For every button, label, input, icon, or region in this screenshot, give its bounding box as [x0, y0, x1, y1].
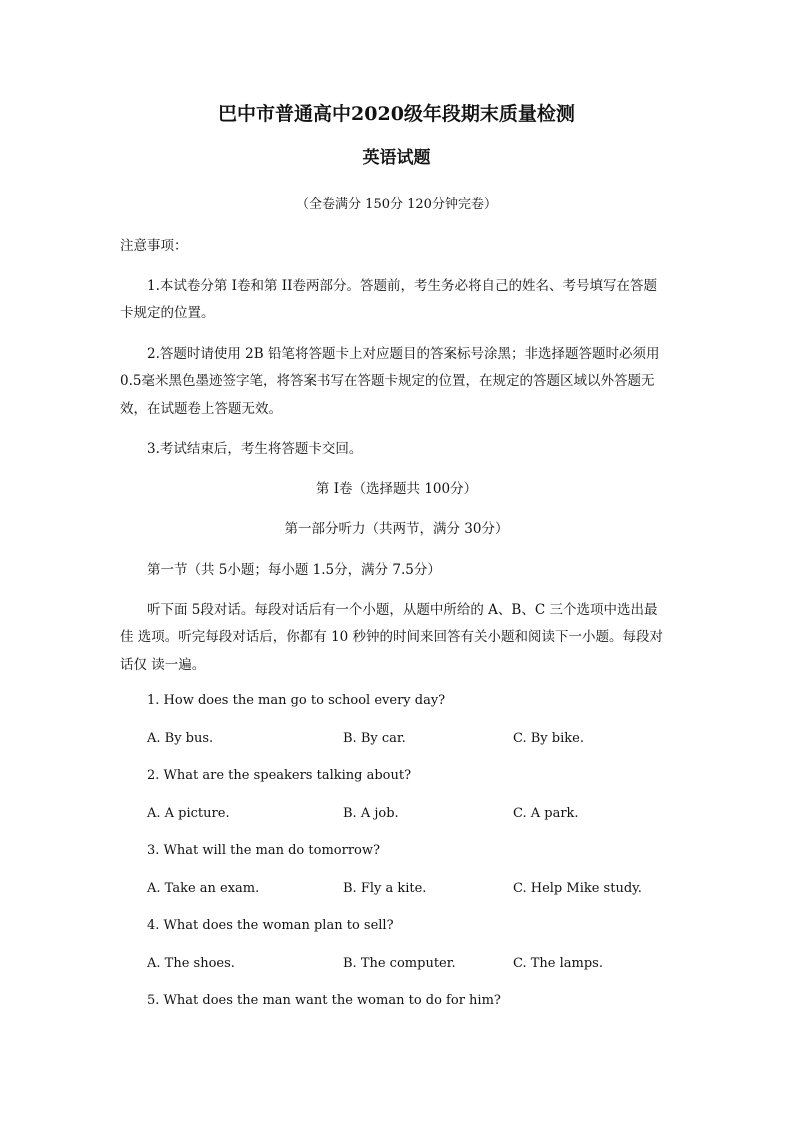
note-2-line-2: 0.5毫米黑色墨迹签字笔，将答案书写在答题卡规定的位置，在规定的答题区域以外答题无	[120, 373, 655, 389]
subject-title: 英语试题	[362, 148, 431, 168]
page-title: 巴中市普通高中2020级年段期末质量检测	[218, 103, 575, 125]
question-5-stem: 5. What does the man want the woman to do for him?	[147, 993, 501, 1008]
question-3-option-b: B. Fly a kite.	[343, 881, 427, 896]
question-2-option-b: B. A job.	[343, 806, 399, 821]
question-2-option-c: C. A park.	[513, 806, 579, 821]
note-3: 3.考试结束后，考生将答题卡交回。	[147, 441, 363, 457]
question-4-option-c: C. The lamps.	[513, 956, 603, 971]
notes-heading: 注意事项：	[120, 238, 188, 254]
question-3-option-a: A. Take an exam.	[147, 881, 260, 896]
volume-1-heading: 第 I卷（选择题共 100分）	[315, 481, 478, 497]
question-4-option-b: B. The computer.	[343, 956, 456, 971]
question-1-option-c: C. By bike.	[513, 731, 584, 746]
instructions-line-1: 听下面 5段对话。每段对话后有一个小题，从题中所给的 A、B、C 三个选项中选出最	[147, 602, 658, 618]
question-4-option-a: A. The shoes.	[147, 956, 235, 971]
question-3-stem: 3. What will the man do tomorrow?	[147, 843, 380, 858]
note-1-line-2: 卡规定的位置。	[120, 305, 215, 321]
question-3-option-c: C. Help Mike study.	[513, 881, 642, 896]
question-2-option-a: A. A picture.	[147, 806, 230, 821]
note-2-line-3: 效，在试题卷上答题无效。	[120, 401, 282, 417]
question-1-option-a: A. By bus.	[147, 731, 214, 746]
section-1-heading: 第一节（共 5小题；每小题 1.5分，满分 7.5分）	[147, 562, 441, 578]
instructions-line-2: 佳 选项。听完每段对话后，你都有 10 秒钟的时间来回答有关小题和阅读下一小题。每段对	[120, 629, 664, 645]
question-1-option-b: B. By car.	[343, 731, 406, 746]
note-2-line-1: 2.答题时请使用 2B 铅笔将答题卡上对应题目的答案标号涂黑；非选择题答题时必须用	[147, 346, 660, 362]
part-1-heading: 第一部分听力（共两节，满分 30分）	[284, 521, 509, 537]
score-note: （全卷满分 150分 120分钟完卷）	[296, 197, 497, 212]
note-1-line-1: 1.本试卷分第 I卷和第 II卷两部分。答题前，考生务必将自己的姓名、考号填写在答题	[147, 278, 657, 294]
question-1-stem: 1. How does the man go to school every day?	[147, 693, 446, 708]
question-4-stem: 4. What does the woman plan to sell?	[147, 918, 394, 933]
instructions-line-3: 话仅 读一遍。	[120, 657, 206, 673]
question-2-stem: 2. What are the speakers talking about?	[147, 768, 412, 783]
